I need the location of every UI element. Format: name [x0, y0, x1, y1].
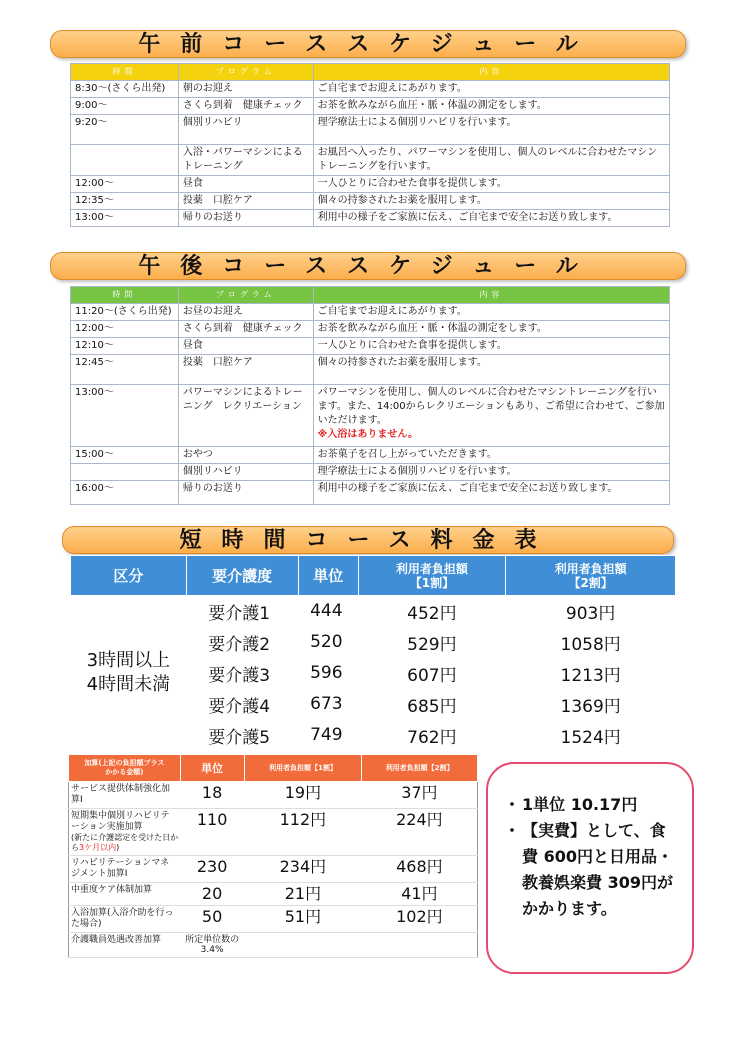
addon-name-cell — [69, 809, 181, 856]
pay-10-cell: 762円 — [358, 720, 506, 751]
time-cell: 8:30～(さくら出発) — [71, 81, 179, 98]
program-cell: 昼食 — [178, 338, 313, 355]
addon-note — [71, 833, 178, 853]
header-kubun: 区分 — [71, 556, 187, 596]
header-pay-10 — [358, 556, 506, 596]
program-cell: 個別リハビリ — [178, 115, 313, 145]
addon-note-close: ) — [116, 843, 120, 852]
time-cell: 13:00～ — [71, 210, 179, 227]
time-cell: 15:00～ — [71, 447, 179, 464]
pay-20-cell: 1524円 — [506, 720, 676, 751]
time-cell: 12:10～ — [71, 338, 179, 355]
program-cell: 投薬 口腔ケア — [178, 193, 313, 210]
content-cell: 個々の持参されたお薬を服用します。 — [313, 193, 669, 210]
duration-line-1: 3時間以上 — [86, 650, 171, 671]
header-pay-20-label: 利用者負担額 — [554, 561, 627, 576]
program-cell: 帰りのお送り — [178, 481, 313, 505]
unit-cell: 444 — [298, 596, 358, 627]
time-cell: 12:00～ — [71, 176, 179, 193]
table-row — [71, 304, 670, 321]
content-cell — [313, 385, 669, 447]
table-header-row — [71, 64, 670, 81]
pay-10-cell: 112円 — [244, 809, 362, 856]
table-row — [71, 210, 670, 227]
pay-10-cell: 452円 — [358, 596, 506, 627]
unit-price-line: ・ 1単位 10.17円 — [510, 792, 678, 818]
addon-note-text: (新たに介護認定を受けた日から — [71, 833, 179, 852]
program-cell: 朝のお迎え — [178, 81, 313, 98]
pm-schedule-table — [70, 286, 670, 505]
addon-name-cell: 入浴加算(入浴介助を行った場合) — [69, 906, 181, 933]
unit-cell: 596 — [298, 658, 358, 689]
header-care-level: 要介護度 — [186, 556, 298, 596]
duration-line-2: 4時間未満 — [86, 674, 171, 695]
unit-price-note-box — [486, 762, 694, 974]
table-header-row — [71, 287, 670, 304]
unit-cell: 673 — [298, 689, 358, 720]
header-pay-10: 利用者負担額【1割】 — [244, 755, 362, 782]
header-addon-name-line-1: 加算(上記の負担額プラス — [84, 759, 165, 767]
header-unit: 単位 — [298, 556, 358, 596]
table-row — [69, 883, 478, 906]
header-addon-name — [69, 755, 181, 782]
header-pay-20: 利用者負担額【2割】 — [362, 755, 478, 782]
table-row — [71, 321, 670, 338]
content-cell: お風呂へ入ったり、パワーマシンを使用し、個人のレベルに合わせたマシントレーニングを行います。 — [313, 145, 669, 176]
table-row — [69, 809, 478, 856]
pay-20-cell: 1369円 — [506, 689, 676, 720]
content-cell: 理学療法士による個別リハビリを行います。 — [313, 115, 669, 145]
time-cell: 12:35～ — [71, 193, 179, 210]
pay-20-cell: 1213円 — [506, 658, 676, 689]
addon-name-cell: 中重度ケア体制加算 — [69, 883, 181, 906]
addon-name-cell: リハビリテーションマネジメント加算Ⅰ — [69, 856, 181, 883]
program-cell: 投薬 口腔ケア — [178, 355, 313, 385]
pay-20-cell: 224円 — [362, 809, 478, 856]
content-text: パワーマシンを使用し、個人のレベルに合わせたマシントレーニングを行います。また、14:00からレクリエーションもあり、ご希望に合わせて、ご参加いただけます。 — [317, 387, 665, 426]
table-row — [71, 481, 670, 505]
table-row — [71, 464, 670, 481]
table-row — [71, 81, 670, 98]
fee-table — [70, 555, 676, 751]
content-cell: ご自宅までお迎えにあがります。 — [313, 304, 669, 321]
header-program: プログラム — [178, 287, 313, 304]
table-row — [69, 782, 478, 809]
content-cell: お茶を飲みながら血圧・脈・体温の測定をします。 — [313, 98, 669, 115]
header-time: 時間 — [71, 64, 179, 81]
unit-cell: 50 — [180, 906, 244, 933]
table-row — [71, 355, 670, 385]
time-cell — [71, 145, 179, 176]
table-row — [69, 906, 478, 933]
pay-20-cell — [362, 933, 478, 958]
time-cell — [71, 464, 179, 481]
actual-cost-line: ・ 【実費】として、食費 600円と日用品・教養娯楽費 309円がかかります。 — [510, 818, 678, 922]
header-pay-10-rate: 【1割】 — [409, 575, 455, 590]
table-row — [71, 145, 670, 176]
pay-10-cell: 21円 — [244, 883, 362, 906]
program-cell: 昼食 — [178, 176, 313, 193]
table-header-row — [69, 755, 478, 782]
header-pay-20 — [506, 556, 676, 596]
time-cell: 12:00～ — [71, 321, 179, 338]
addon-table — [68, 754, 478, 958]
duration-cell — [71, 596, 187, 751]
pay-10-cell — [244, 933, 362, 958]
header-content: 内容 — [313, 64, 669, 81]
program-cell: さくら到着 健康チェック — [178, 321, 313, 338]
header-addon-name-line-2: かかる金額) — [105, 768, 144, 776]
header-program: プログラム — [178, 64, 313, 81]
time-cell: 11:20～(さくら出発) — [71, 304, 179, 321]
pay-20-cell: 37円 — [362, 782, 478, 809]
addon-note-highlight: 3ケ月以内 — [79, 843, 117, 852]
header-content: 内容 — [313, 287, 669, 304]
header-time: 時間 — [71, 287, 179, 304]
pay-10-cell: 607円 — [358, 658, 506, 689]
content-cell: お茶菓子を召し上がっていただきます。 — [313, 447, 669, 464]
unit-rate: 3.4% — [200, 945, 224, 955]
time-cell: 16:00～ — [71, 481, 179, 505]
unit-cell — [180, 933, 244, 958]
addon-name: 短期集中個別リハビリテーション実施加算 — [71, 811, 170, 832]
program-cell: お昼のお迎え — [178, 304, 313, 321]
unit-cell: 749 — [298, 720, 358, 751]
content-cell: 一人ひとりに合わせた食事を提供します。 — [313, 338, 669, 355]
pm-schedule-title: 午後コーススケジュール — [50, 252, 686, 280]
care-level-cell: 要介護2 — [186, 627, 298, 658]
table-row — [71, 447, 670, 464]
pay-10-cell: 529円 — [358, 627, 506, 658]
content-cell: ご自宅までお迎えにあがります。 — [313, 81, 669, 98]
unit-cell: 230 — [180, 856, 244, 883]
time-cell: 9:20～ — [71, 115, 179, 145]
care-level-cell: 要介護1 — [186, 596, 298, 627]
program-cell: 個別リハビリ — [178, 464, 313, 481]
pay-20-cell: 1058円 — [506, 627, 676, 658]
unit-cell: 20 — [180, 883, 244, 906]
content-cell: 利用中の様子をご家族に伝え、ご自宅まで安全にお送り致します。 — [313, 481, 669, 505]
table-row — [71, 385, 670, 447]
pay-10-cell: 685円 — [358, 689, 506, 720]
pay-10-cell: 51円 — [244, 906, 362, 933]
program-cell: パワーマシンによるトレーニング レクリエーション — [178, 385, 313, 447]
program-cell: 帰りのお送り — [178, 210, 313, 227]
unit-cell: 520 — [298, 627, 358, 658]
care-level-cell: 要介護4 — [186, 689, 298, 720]
pay-20-cell: 903円 — [506, 596, 676, 627]
addon-name-cell: サービス提供体制強化加算Ⅰ — [69, 782, 181, 809]
pay-10-cell: 234円 — [244, 856, 362, 883]
fee-table-title: 短時間コース料金表 — [62, 526, 674, 554]
content-cell: 利用中の様子をご家族に伝え、ご自宅まで安全にお送り致します。 — [313, 210, 669, 227]
table-row — [69, 933, 478, 958]
table-row — [71, 98, 670, 115]
table-row — [71, 176, 670, 193]
header-unit: 単位 — [180, 755, 244, 782]
header-pay-20-rate: 【2割】 — [568, 575, 613, 590]
pay-20-cell: 41円 — [362, 883, 478, 906]
program-cell: 入浴・パワーマシンによるトレーニング — [178, 145, 313, 176]
table-row — [71, 193, 670, 210]
content-cell: 一人ひとりに合わせた食事を提供します。 — [313, 176, 669, 193]
pay-20-cell: 468円 — [362, 856, 478, 883]
time-cell: 13:00～ — [71, 385, 179, 447]
table-header-row — [71, 556, 676, 596]
content-cell: お茶を飲みながら血圧・脈・体温の測定をします。 — [313, 321, 669, 338]
unit-cell: 18 — [180, 782, 244, 809]
pay-10-cell: 19円 — [244, 782, 362, 809]
am-schedule-title: 午前コーススケジュール — [50, 30, 686, 58]
time-cell: 12:45～ — [71, 355, 179, 385]
table-row — [71, 115, 670, 145]
table-row — [71, 596, 676, 627]
no-bath-note: ※入浴はありません。 — [317, 429, 418, 440]
table-row — [71, 338, 670, 355]
program-cell: さくら到着 健康チェック — [178, 98, 313, 115]
pay-20-cell: 102円 — [362, 906, 478, 933]
care-level-cell: 要介護5 — [186, 720, 298, 751]
am-schedule-table — [70, 63, 670, 227]
unit-cell: 110 — [180, 809, 244, 856]
table-row — [69, 856, 478, 883]
program-cell: おやつ — [178, 447, 313, 464]
unit-text: 所定単位数の — [185, 935, 240, 945]
addon-name-cell: 介護職員処遇改善加算 — [69, 933, 181, 958]
content-cell: 理学療法士による個別リハビリを行います。 — [313, 464, 669, 481]
time-cell: 9:00～ — [71, 98, 179, 115]
care-level-cell: 要介護3 — [186, 658, 298, 689]
header-pay-10-label: 利用者負担額 — [395, 561, 468, 576]
content-cell: 個々の持参されたお薬を服用します。 — [313, 355, 669, 385]
